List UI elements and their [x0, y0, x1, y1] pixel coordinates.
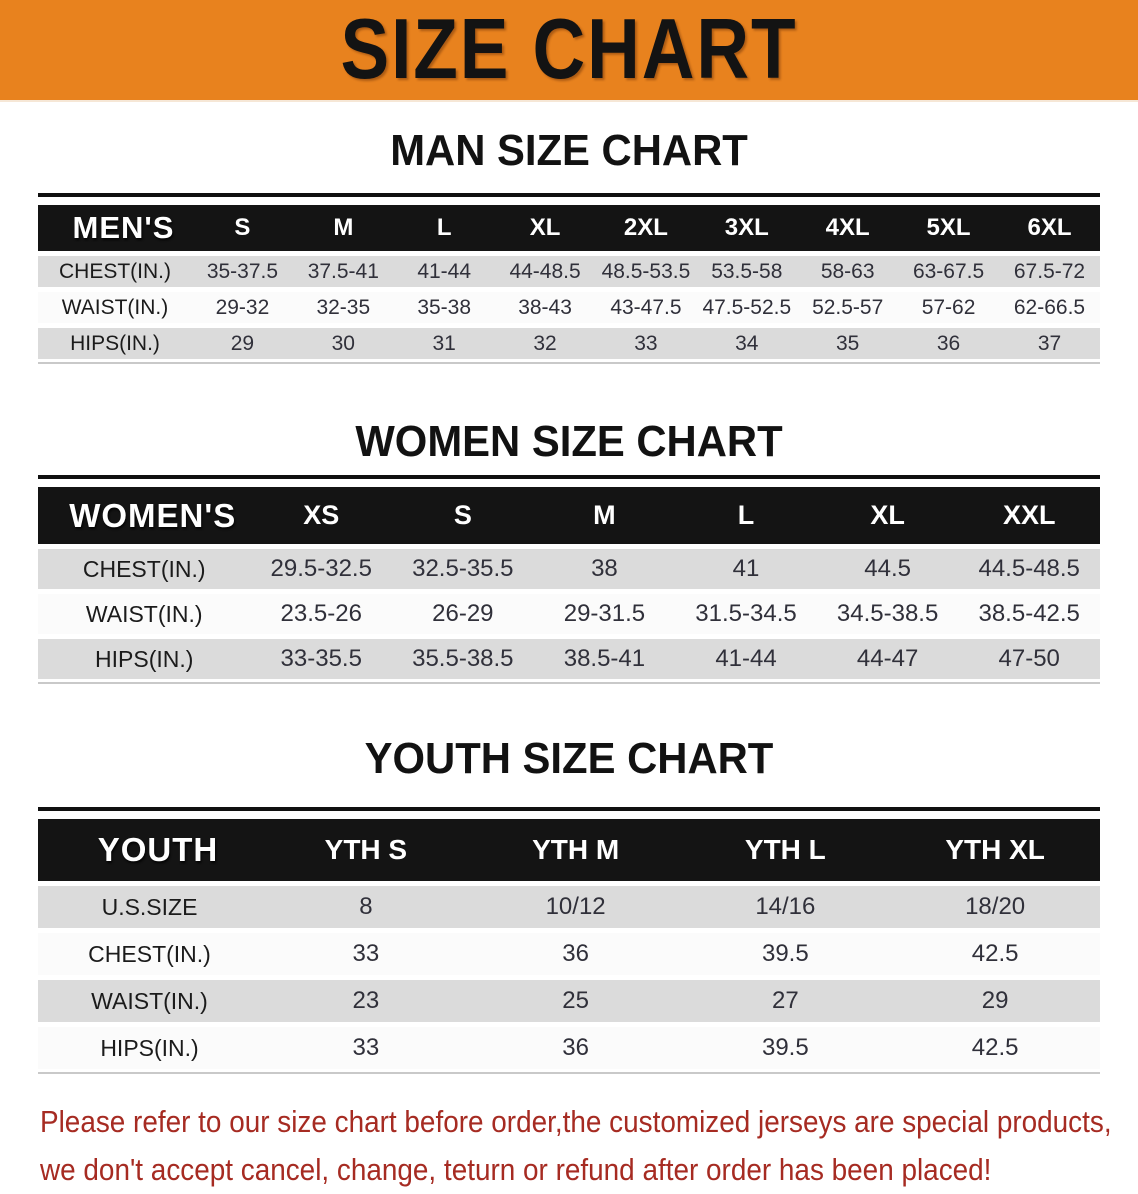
youth-table — [38, 814, 1100, 1074]
youth-table-bottomline — [38, 1072, 1100, 1074]
size-header-cell: 2XL — [596, 205, 697, 251]
youth-header-row — [38, 819, 1100, 881]
measure-label: WAIST(IN.) — [38, 594, 250, 634]
size-header-cell: L — [394, 205, 495, 251]
size-value-cell: 36 — [471, 933, 681, 975]
size-value-cell: 44.5 — [817, 549, 959, 589]
measure-label: U.S.SIZE — [38, 886, 261, 928]
size-value-cell: 38.5-42.5 — [958, 594, 1100, 634]
size-value-cell: 43-47.5 — [596, 292, 697, 323]
men-chest-row — [38, 256, 1100, 287]
size-value-cell: 36 — [471, 1027, 681, 1069]
measure-label: HIPS(IN.) — [38, 328, 192, 359]
size-value-cell: 41-44 — [394, 256, 495, 287]
size-value-cell: 29-31.5 — [534, 594, 676, 634]
size-value-cell: 35-37.5 — [192, 256, 293, 287]
size-header-cell: YTH XL — [890, 819, 1100, 881]
size-value-cell: 23 — [261, 980, 471, 1022]
size-value-cell: 52.5-57 — [797, 292, 898, 323]
size-value-cell: 67.5-72 — [999, 256, 1100, 287]
size-value-cell: 35.5-38.5 — [392, 639, 534, 679]
women-header-row — [38, 487, 1100, 544]
men-header-row — [38, 205, 1100, 251]
size-value-cell: 14/16 — [680, 886, 890, 928]
size-value-cell: 8 — [261, 886, 471, 928]
size-value-cell: 38.5-41 — [534, 639, 676, 679]
size-value-cell: 41-44 — [675, 639, 817, 679]
size-value-cell: 58-63 — [797, 256, 898, 287]
measure-label: WAIST(IN.) — [38, 292, 192, 323]
size-value-cell: 53.5-58 — [696, 256, 797, 287]
youth-hips-row — [38, 1027, 1100, 1069]
size-header-cell: YTH L — [680, 819, 890, 881]
size-value-cell: 41 — [675, 549, 817, 589]
size-value-cell: 26-29 — [392, 594, 534, 634]
measure-label: HIPS(IN.) — [38, 1027, 261, 1069]
size-value-cell: 39.5 — [680, 1027, 890, 1069]
youth-section-title: YOUTH SIZE CHART — [364, 734, 774, 783]
size-value-cell: 44.5-48.5 — [958, 549, 1100, 589]
size-value-cell: 10/12 — [471, 886, 681, 928]
disclaimer-line-1: Please refer to our size chart before order,the customized jerseys are special products, — [40, 1104, 1112, 1139]
size-value-cell: 36 — [898, 328, 999, 359]
size-header-cell: XL — [817, 487, 959, 544]
size-value-cell: 18/20 — [890, 886, 1100, 928]
size-value-cell: 37.5-41 — [293, 256, 394, 287]
measure-label: CHEST(IN.) — [38, 256, 192, 287]
size-header-cell: 5XL — [898, 205, 999, 251]
size-value-cell: 35 — [797, 328, 898, 359]
women-table-topline — [38, 475, 1100, 479]
women-section-title: WOMEN SIZE CHART — [355, 417, 783, 466]
size-value-cell: 29 — [192, 328, 293, 359]
size-header-cell: 3XL — [696, 205, 797, 251]
size-value-cell: 38 — [534, 549, 676, 589]
size-value-cell: 34 — [696, 328, 797, 359]
youth-waist-row — [38, 980, 1100, 1022]
measure-label: CHEST(IN.) — [38, 933, 261, 975]
men-section-title: MAN SIZE CHART — [390, 126, 748, 175]
women-size-table — [38, 475, 1100, 684]
women-table-bottomline — [38, 682, 1100, 684]
size-value-cell: 25 — [471, 980, 681, 1022]
youth-ussize-row — [38, 886, 1100, 928]
size-value-cell: 32 — [495, 328, 596, 359]
men-table-bottomline — [38, 362, 1100, 364]
size-value-cell: 42.5 — [890, 933, 1100, 975]
men-corner-label: MEN'S — [38, 205, 192, 251]
women-waist-row — [38, 594, 1100, 634]
measure-label: CHEST(IN.) — [38, 549, 250, 589]
size-value-cell: 33 — [261, 933, 471, 975]
size-value-cell: 37 — [999, 328, 1100, 359]
size-header-cell: M — [534, 487, 676, 544]
size-header-cell: 6XL — [999, 205, 1100, 251]
size-header-cell: YTH S — [261, 819, 471, 881]
disclaimer-line-2: we don't accept cancel, change, teturn or refund after order has been placed! — [40, 1152, 992, 1187]
size-value-cell: 39.5 — [680, 933, 890, 975]
youth-chest-row — [38, 933, 1100, 975]
youth-corner-label: YOUTH — [38, 819, 261, 881]
men-waist-row — [38, 292, 1100, 323]
size-value-cell: 30 — [293, 328, 394, 359]
youth-table-topline — [38, 807, 1100, 811]
size-header-cell: XXL — [958, 487, 1100, 544]
size-value-cell: 32-35 — [293, 292, 394, 323]
size-value-cell: 57-62 — [898, 292, 999, 323]
size-value-cell: 31.5-34.5 — [675, 594, 817, 634]
size-header-cell: L — [675, 487, 817, 544]
size-value-cell: 33 — [596, 328, 697, 359]
size-value-cell: 62-66.5 — [999, 292, 1100, 323]
women-table — [38, 482, 1100, 684]
men-table — [38, 200, 1100, 364]
size-value-cell: 44-47 — [817, 639, 959, 679]
size-value-cell: 47.5-52.5 — [696, 292, 797, 323]
size-header-cell: S — [392, 487, 534, 544]
women-chest-row — [38, 549, 1100, 589]
size-value-cell: 33-35.5 — [250, 639, 392, 679]
size-value-cell: 42.5 — [890, 1027, 1100, 1069]
size-value-cell: 47-50 — [958, 639, 1100, 679]
size-value-cell: 44-48.5 — [495, 256, 596, 287]
size-value-cell: 34.5-38.5 — [817, 594, 959, 634]
size-value-cell: 29 — [890, 980, 1100, 1022]
size-value-cell: 35-38 — [394, 292, 495, 323]
size-value-cell: 29.5-32.5 — [250, 549, 392, 589]
size-value-cell: 33 — [261, 1027, 471, 1069]
size-value-cell: 29-32 — [192, 292, 293, 323]
measure-label: WAIST(IN.) — [38, 980, 261, 1022]
size-header-cell: XS — [250, 487, 392, 544]
youth-size-table — [38, 807, 1100, 1074]
size-value-cell: 27 — [680, 980, 890, 1022]
size-header-cell: XL — [495, 205, 596, 251]
size-value-cell: 32.5-35.5 — [392, 549, 534, 589]
women-corner-label: WOMEN'S — [38, 487, 250, 544]
banner — [0, 0, 1138, 102]
men-size-table — [38, 193, 1100, 364]
size-value-cell: 23.5-26 — [250, 594, 392, 634]
size-header-cell: M — [293, 205, 394, 251]
page-title: SIZE CHART — [340, 1, 798, 98]
size-value-cell: 48.5-53.5 — [596, 256, 697, 287]
men-table-topline — [38, 193, 1100, 197]
size-value-cell: 63-67.5 — [898, 256, 999, 287]
men-hips-row — [38, 328, 1100, 359]
women-hips-row — [38, 639, 1100, 679]
size-header-cell: 4XL — [797, 205, 898, 251]
size-value-cell: 38-43 — [495, 292, 596, 323]
measure-label: HIPS(IN.) — [38, 639, 250, 679]
size-header-cell: S — [192, 205, 293, 251]
size-header-cell: YTH M — [471, 819, 681, 881]
size-value-cell: 31 — [394, 328, 495, 359]
disclaimer — [40, 1098, 1138, 1194]
